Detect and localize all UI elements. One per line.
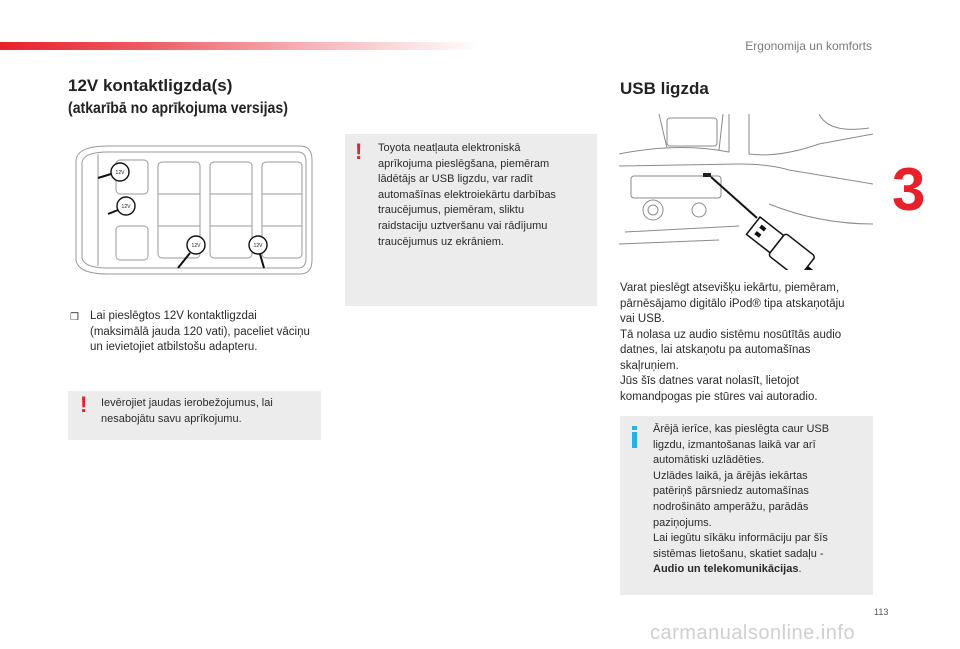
power-warning-box: ! Ievērojiet jaudas ierobežojumus, lai nesabojātu savu aprīkojumu. bbox=[68, 391, 321, 440]
page-number: 113 bbox=[874, 607, 889, 617]
warning-icon: ! bbox=[80, 392, 88, 417]
section-title: Ergonomija un komforts bbox=[745, 39, 872, 53]
socket-label-4: 12V bbox=[253, 243, 263, 249]
usb-title: USB ligzda bbox=[620, 79, 709, 98]
socket-title: 12V kontaktligzda(s) bbox=[68, 76, 233, 95]
socket-subtitle: (atkarībā no aprīkojuma versijas) bbox=[68, 100, 288, 117]
bullet-marker: ❒ bbox=[70, 312, 79, 323]
usb-description: Varat pieslēgt atsevišķu iekārtu, piemēram, pārnēsājamo digitālo iPod® tipa atskaņotāju vai USB. Tā nolasa uz audio sistēmu nosūtītās audio datnes, lai atskaņotu pa automašīnas skaļruņiem. Jūs šīs datnes varat nolasīt, lietojot komandpogas pie stūres vai autoradio. bbox=[620, 282, 845, 403]
socket-label-1: 12V bbox=[115, 170, 125, 176]
socket-label-2: 12V bbox=[121, 204, 131, 210]
info-icon-dot bbox=[632, 426, 637, 430]
usb-info-box: Ārējā ierīce, kas pieslēgta caur USB ligzdu, izmantošanas laikā var arī automātiski uzlādēties. Uzlādes laikā, ja ārējās iekārtas patēriņš pārsniedz automašīnas nodrošināto amperāžu, parādās paziņojums. Lai iegūtu sīkāku informāciju par šīs sistēmas lietošanu, skatiet sadaļu - Audio un telekomunikācijas. bbox=[620, 416, 873, 595]
info-icon bbox=[632, 432, 637, 448]
van-top-view-illustration bbox=[68, 140, 320, 280]
chapter-number: 3 bbox=[892, 156, 926, 223]
usb-port-illustration bbox=[619, 114, 873, 270]
warning-icon: ! bbox=[355, 139, 363, 164]
socket-label-3: 12V bbox=[191, 243, 201, 249]
header-stripe bbox=[0, 42, 480, 50]
watermark: carmanualsonline.info bbox=[650, 622, 856, 644]
audio-section-link: Audio un telekomunikācijas bbox=[653, 563, 799, 576]
device-warning-box: ! Toyota neatļauta elektroniskā aprīkojuma pieslēgšana, piemēram lādētājs ar USB ligzdu, var radīt automašīnas elektroiekārtu darbības traucējumus, piemēram, sliktu raidstaciju uztveršanu vai rādījumu traucējumus uz ekrāniem. bbox=[345, 134, 597, 306]
socket-instruction: Lai pieslēgtos 12V kontaktligzdai (maksimālā jauda 120 vati), paceliet vāciņu un ievietojiet atbilstošu adapteru. bbox=[90, 310, 310, 353]
